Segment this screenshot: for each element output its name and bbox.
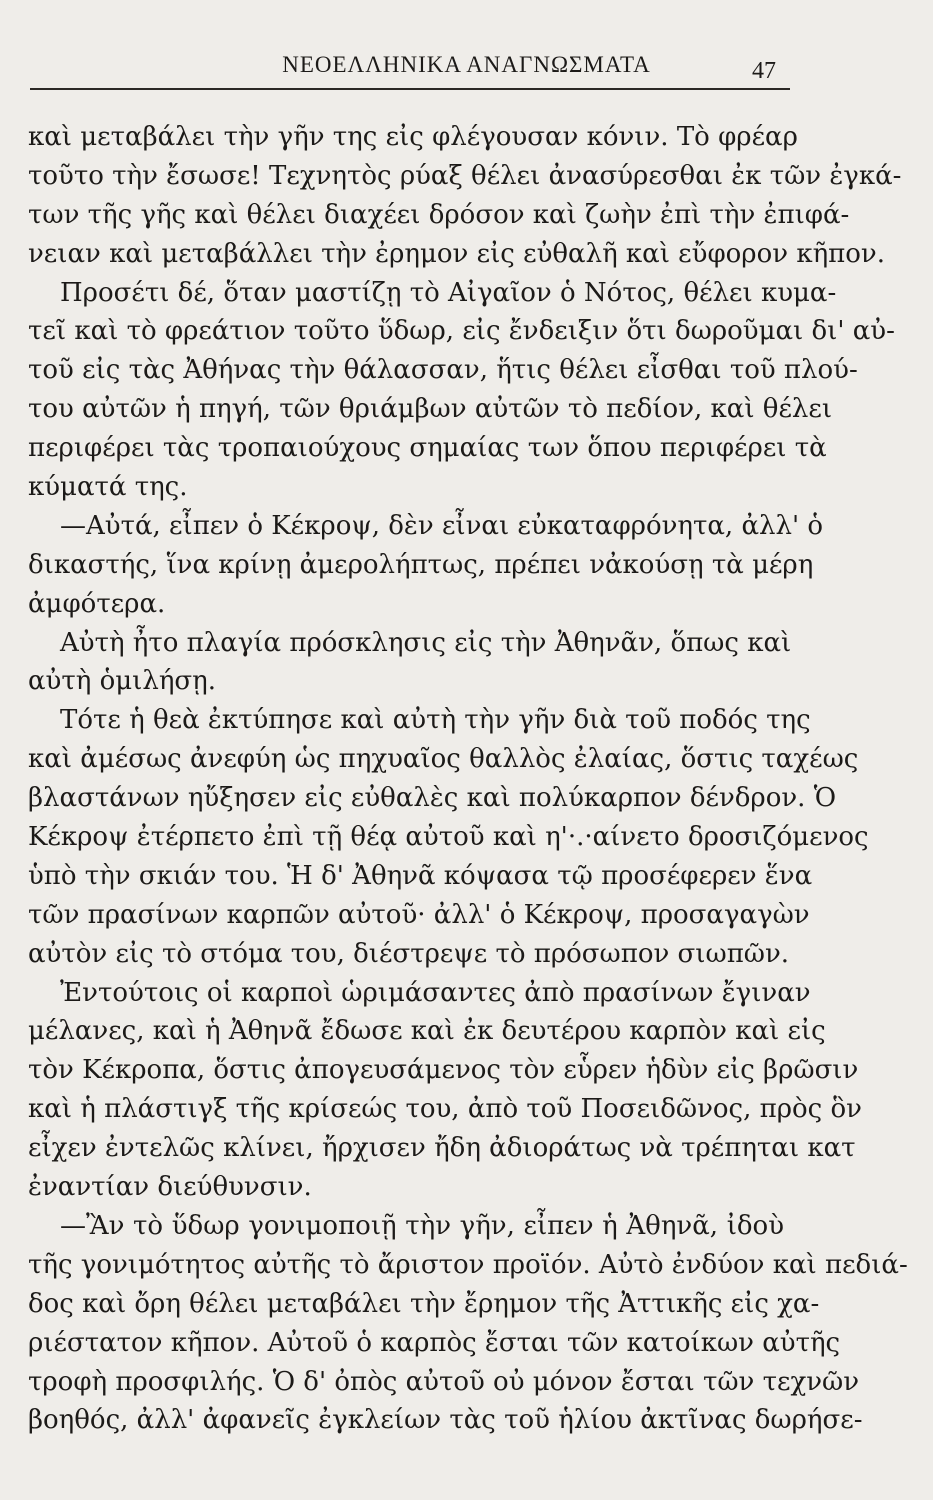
text-line: αὐτὴ ὁμιλήσῃ. [28,666,216,697]
text-line: Προσέτι δέ, ὅταν μαστίζῃ τὸ Αἰγαῖον ὁ Νότος, θέλει κυμα- [60,277,837,308]
text-line: κύματά της. [28,472,188,503]
text-line: μέλανες, καὶ ἡ Ἀθηνᾶ ἔδωσε καὶ ἐκ δευτέρου καρπὸν καὶ εἰς [28,1016,826,1047]
text-line: —Αὐτά, εἶπεν ὁ Κέκροψ, δὲν εἶναι εὐκαταφρόνητα, ἀλλ' ὁ [60,510,824,541]
text-line: Τότε ἡ θεὰ ἐκτύπησε καὶ αὐτὴ τὴν γῆν διὰ τοῦ ποδός της [60,705,811,736]
text-line: τὸν Κέκροπα, ὅστις ἀπογευσάμενος τὸν εὗρεν ἡδὺν εἰς βρῶσιν [28,1055,859,1086]
text-line: Αὐτὴ ἦτο πλαγία πρόσκλησις εἰς τὴν Ἀθηνᾶν, ὅπως καὶ [60,627,792,658]
text-line: βοηθός, ἀλλ' ἀφανεῖς ἐγκλείων τὰς τοῦ ἡλίου ἀκτῖνας δωρήσε- [28,1405,863,1436]
text-line: ἐναντίαν διεύθυνσιν. [28,1172,312,1203]
text-line: τῶν πρασίνων καρπῶν αὐτοῦ· ἀλλ' ὁ Κέκροψ, προσαγαγὼν [28,899,810,930]
text-line: του αὐτῶν ἡ πηγή, τῶν θριάμβων αὐτῶν τὸ πεδίον, καὶ θέλει [28,394,833,425]
text-line: τεῖ καὶ τὸ φρεάτιον τοῦτο ὕδωρ, εἰς ἔνδειξιν ὅτι δωροῦμαι δι' αὐ- [28,316,895,347]
running-title: ΝΕΟΕΛΛΗΝΙΚΑ ΑΝΑΓΝΩΣΜΑΤΑ [282,52,651,77]
text-line: τοῦ εἰς τὰς Ἀθήνας τὴν θάλασσαν, ἥτις θέλει εἶσθαι τοῦ πλού- [28,355,858,386]
text-line: ὑπὸ τὴν σκιάν του. Ἡ δ' Ἀθηνᾶ κόψασα τῷ προσέφερεν ἕνα [28,860,813,891]
text-line: Ἐντούτοις οἱ καρποὶ ὡριμάσαντες ἀπὸ πρασίνων ἔγιναν [60,977,811,1008]
text-line: νειαν καὶ μεταβάλλει τὴν ἐρημον εἰς εὐθαλῆ καὶ εὔφορον κῆπον. [28,238,885,269]
text-line: δος καὶ ὄρη θέλει μεταβάλει τὴν ἔρημον τῆς Ἀττικῆς εἰς χα- [28,1288,820,1319]
text-line: καὶ ἀμέσως ἀνεφύη ὡς πηχυαῖος θαλλὸς ἐλαίας, ὅστις ταχέως [28,744,859,775]
text-line: εἶχεν ἐντελῶς κλίνει, ἤρχισεν ἤδη ἀδιοράτως νὰ τρέπηται κατ [28,1133,856,1164]
text-line: —Ἂν τὸ ὕδωρ γονιμοποιῇ τὴν γῆν, εἶπεν ἡ Ἀθηνᾶ, ἰδοὺ [60,1210,784,1241]
page-number: 47 [752,58,776,84]
text-line: τῆς γονιμότητος αὐτῆς τὸ ἄριστον προϊόν. Αὐτὸ ἐνδύον καὶ πεδιά- [28,1249,908,1280]
text-line: βλαστάνων ηὔξησεν εἰς εὐθαλὲς καὶ πολύκαρπον δένδρον. Ὁ [28,783,837,814]
text-line: τροφὴ προσφιλής. Ὁ δ' ὀπὸς αὐτοῦ οὐ μόνον ἔσται τῶν τεχνῶν [28,1366,860,1397]
text-line: αὐτὸν εἰς τὸ στόμα του, διέστρεψε τὸ πρόσωπον σιωπῶν. [28,938,790,969]
text-line: των τῆς γῆς καὶ θέλει διαχέει δρόσον καὶ ζωὴν ἐπὶ τὴν ἐπιφά- [28,199,850,230]
text-line: περιφέρει τὰς τροπαιούχους σημαίας των ὅπου περιφέρει τὰ [28,433,827,464]
text-line: τοῦτο τὴν ἔσωσε! Τεχνητὸς ρύαξ θέλει ἀνασύρεσθαι ἐκ τῶν ἐγκά- [28,160,902,191]
header-rule [30,88,790,90]
text-line: Κέκροψ ἐτέρπετο ἐπὶ τῇ θέᾳ αὐτοῦ καὶ η'·.·αίνετο δροσιζόμενος [28,822,869,853]
text-line: ἀμφότερα. [28,588,166,619]
text-line: καὶ μεταβάλει τὴν γῆν της εἰς φλέγουσαν κόνιν. Τὸ φρέαρ [28,122,798,152]
text-line: καὶ ἡ πλάστιγξ τῆς κρίσεώς του, ἀπὸ τοῦ Ποσειδῶνος, πρὸς ὃν [28,1094,862,1125]
body-text [28,118,908,1440]
text-line: δικαστής, ἵνα κρίνῃ ἀμερολήπτως, πρέπει νἀκούσῃ τὰ μέρη [28,549,814,580]
text-line: ριέστατον κῆπον. Αὐτοῦ ὁ καρπὸς ἔσται τῶν κατοίκων αὐτῆς [28,1327,841,1358]
